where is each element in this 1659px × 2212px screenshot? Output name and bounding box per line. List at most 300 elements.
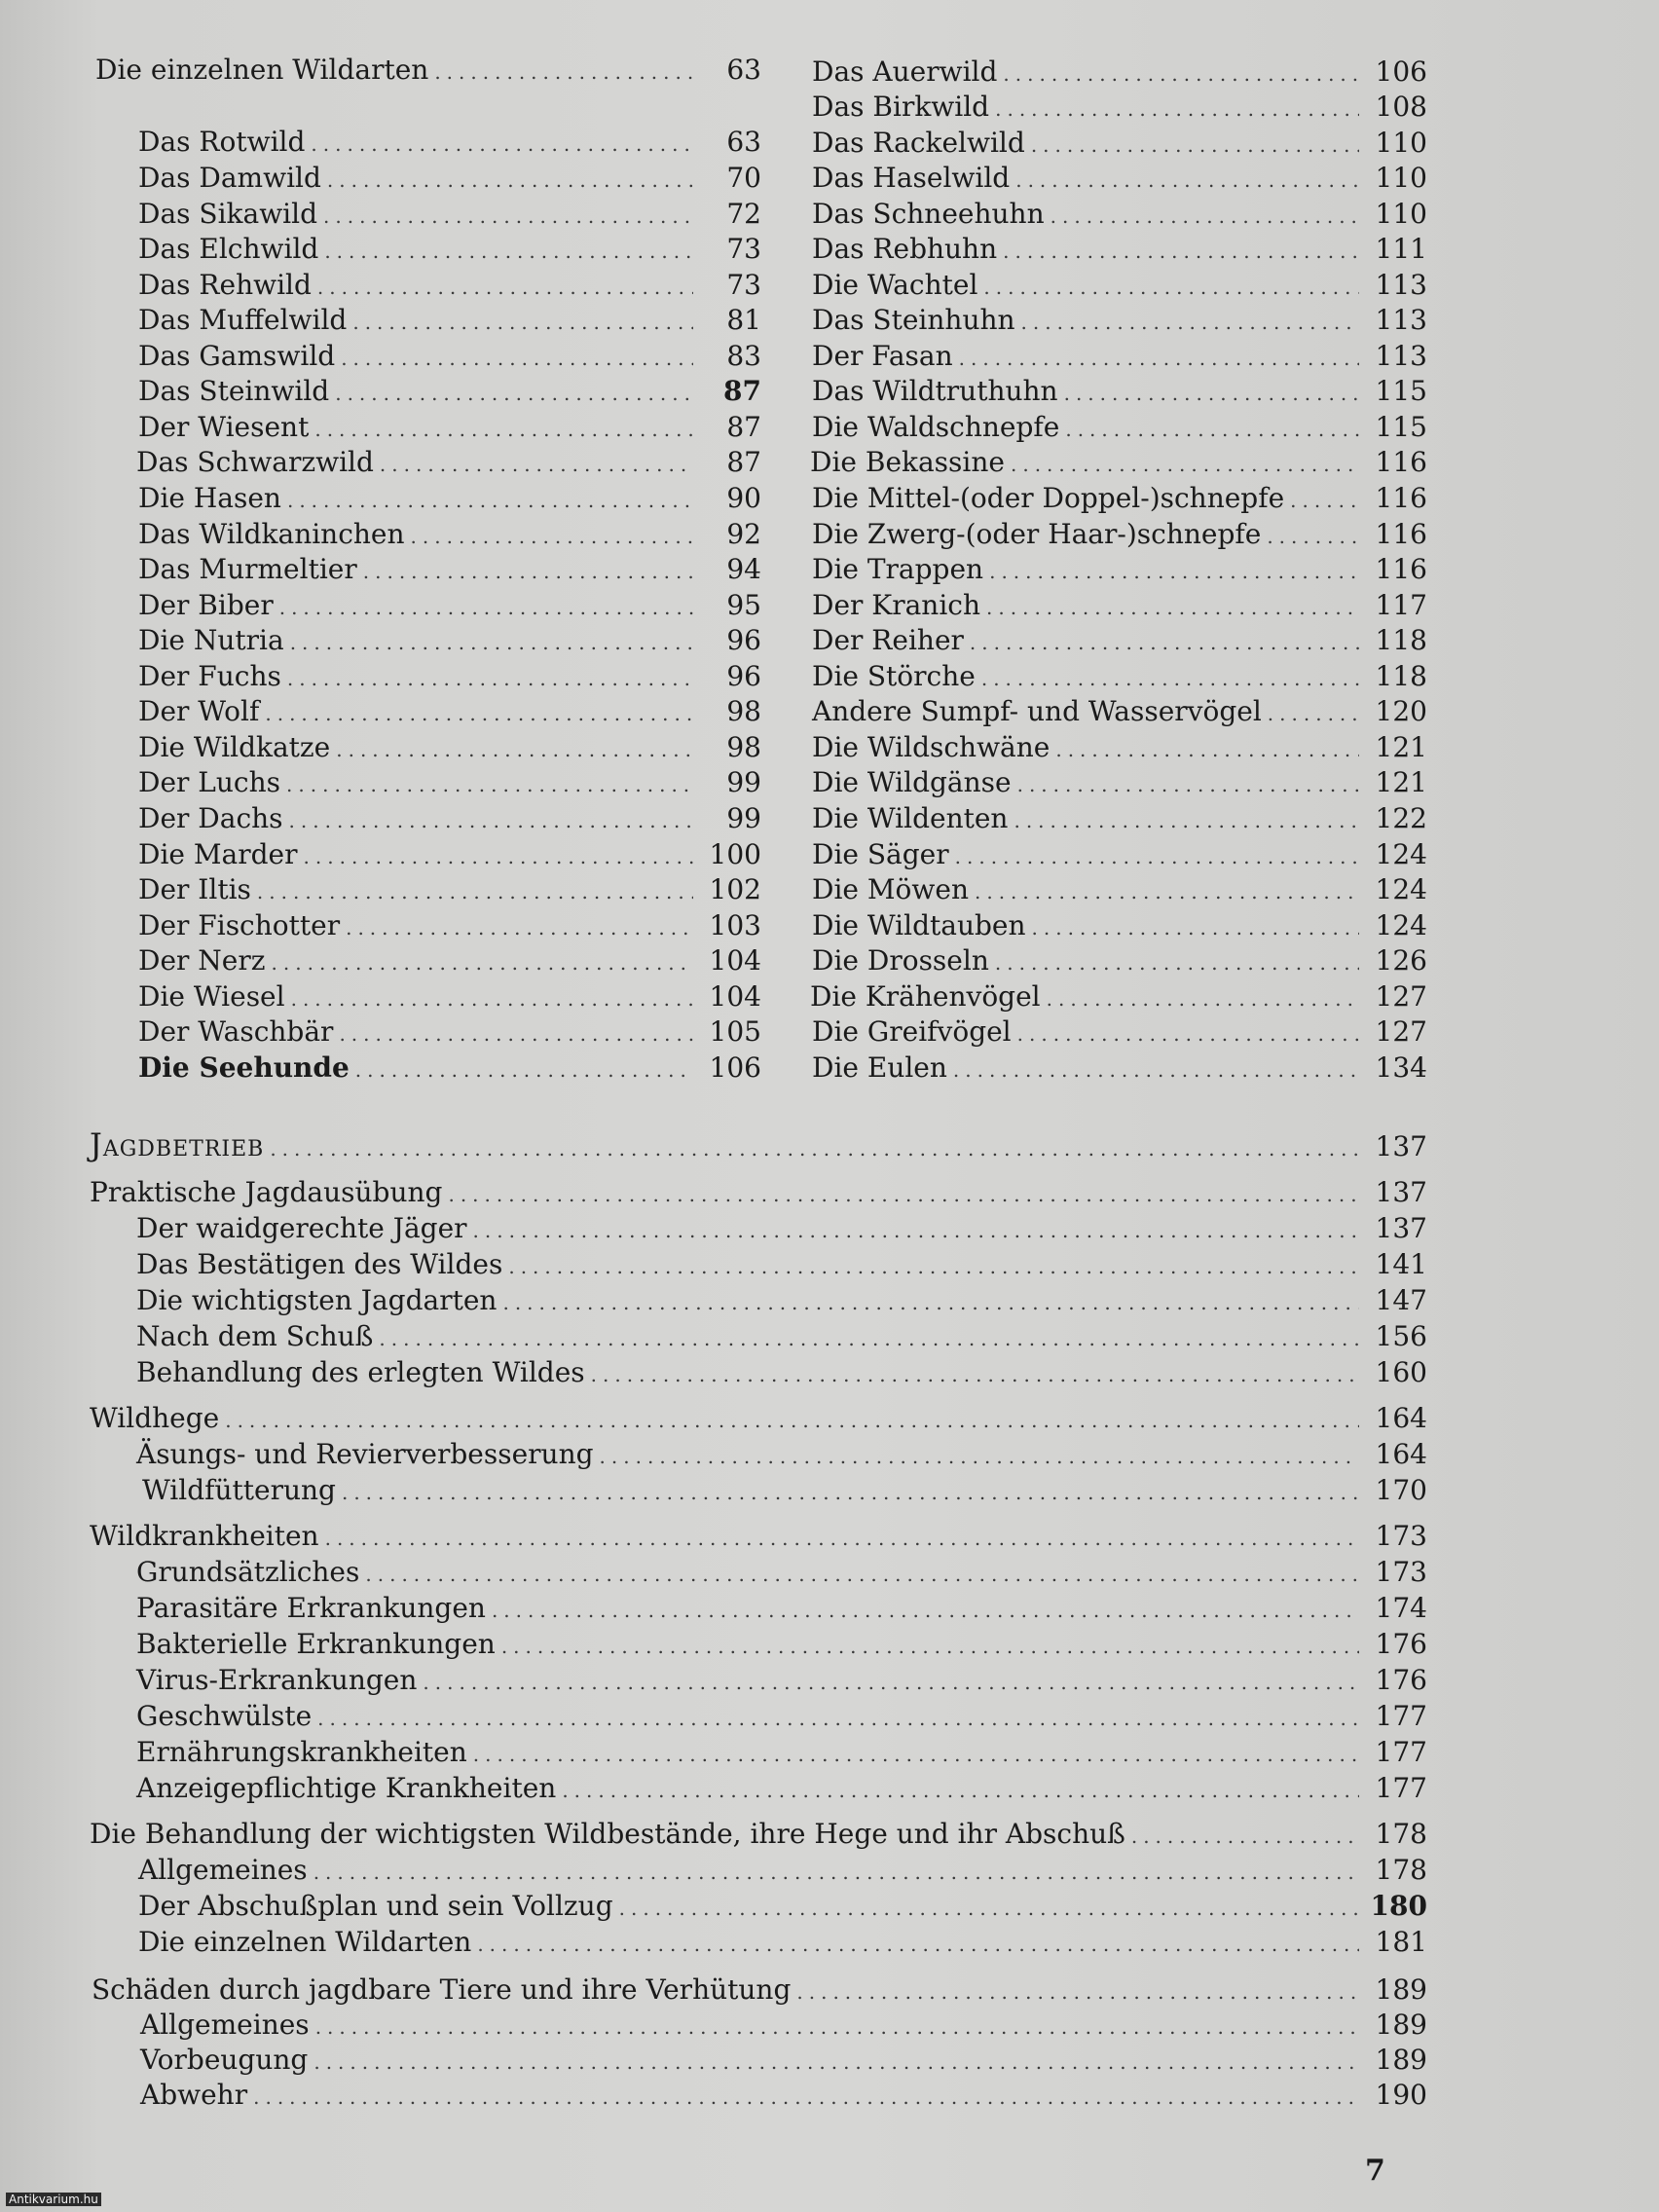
toc-entry (812, 1051, 1427, 1086)
toc-title: Die Seehunde (138, 1051, 350, 1084)
leader-dots (253, 2080, 1359, 2115)
watermark: Antikvarium.hu (6, 2193, 101, 2206)
toc-title: Praktische Jagdausübung (90, 1176, 443, 1208)
toc-entry (140, 2008, 1427, 2043)
toc-title: Der Fischotter (138, 909, 341, 941)
toc-entry (138, 730, 761, 765)
leader-dots (502, 1285, 1359, 1320)
leader-dots (953, 1052, 1359, 1088)
leader-dots (986, 590, 1359, 625)
toc-page: 98 (726, 731, 761, 763)
toc-entry (138, 979, 761, 1014)
toc-page: 111 (1375, 233, 1427, 265)
toc-entry (812, 730, 1427, 765)
toc-page: 174 (1375, 1592, 1427, 1624)
toc-page: 113 (1375, 340, 1427, 372)
leader-dots (959, 341, 1359, 376)
toc-entry (136, 1247, 1427, 1282)
toc-entry (136, 1699, 1427, 1734)
toc-page: 94 (726, 553, 761, 585)
toc-entry (812, 303, 1427, 338)
toc-entry (812, 161, 1427, 196)
toc-entry (810, 979, 1427, 1014)
leader-dots (423, 1665, 1359, 1700)
toc-title: Der Abschußplan und sein Vollzug (138, 1890, 613, 1922)
toc-title: Das Bestätigen des Wildes (136, 1248, 503, 1280)
leader-dots (363, 554, 693, 589)
toc-title: Die Trappen (812, 553, 984, 585)
toc-page: 177 (1375, 1772, 1427, 1804)
toc-title: Schäden durch jagdbare Tiere und ihre Verhütung (92, 1973, 792, 2006)
toc-entry (812, 481, 1427, 516)
leader-dots (342, 1475, 1359, 1510)
leader-dots (1021, 305, 1359, 340)
toc-title: Die Zwerg-(oder Haar-)schnepfe (812, 518, 1262, 550)
leader-dots (477, 1927, 1359, 1962)
toc-page: 102 (709, 873, 761, 905)
leader-dots (1051, 199, 1359, 234)
toc-entry (138, 623, 761, 658)
toc-title: Geschwülste (136, 1700, 313, 1732)
toc-entry (812, 55, 1427, 90)
toc-entry (142, 1473, 1427, 1508)
toc-title: Das Schneehuhn (812, 198, 1045, 230)
toc-page: 81 (726, 304, 761, 336)
toc-title: Die Wildschwäne (812, 731, 1051, 763)
toc-page: 63 (726, 54, 761, 86)
toc-page: 121 (1375, 766, 1427, 798)
leader-dots (1011, 447, 1359, 482)
leader-dots (955, 839, 1359, 874)
toc-page: 176 (1375, 1664, 1427, 1696)
toc-entry (136, 1663, 1427, 1698)
toc-title: Der Kranich (812, 589, 981, 621)
toc-title: Wildhege (90, 1402, 220, 1434)
leader-dots (508, 1249, 1359, 1284)
toc-title: Die Behandlung der wichtigsten Wildbestände, ihre Hege und ihr Abschuß (90, 1818, 1125, 1850)
toc-page: 124 (1375, 873, 1427, 905)
toc-page: 113 (1375, 304, 1427, 336)
toc-title: Die Hasen (138, 482, 281, 514)
toc-entry (812, 268, 1427, 303)
toc-entry (138, 837, 761, 872)
toc-entry (136, 1555, 1427, 1590)
toc-title: Vorbeugung (140, 2044, 309, 2076)
toc-page: 118 (1375, 624, 1427, 656)
leader-dots (365, 1557, 1359, 1592)
toc-entry (812, 90, 1427, 125)
toc-entry (812, 943, 1427, 978)
toc-entry (812, 126, 1427, 161)
toc-entry (138, 374, 761, 409)
leader-dots (225, 1403, 1359, 1438)
toc-group-heading (90, 1175, 1427, 1210)
toc-page: 180 (1370, 1890, 1427, 1922)
toc-entry (138, 801, 761, 836)
toc-page: 87 (726, 446, 761, 478)
toc-title: Die Wildenten (812, 802, 1009, 834)
toc-title: Der Fuchs (138, 660, 281, 692)
toc-entry (95, 53, 761, 88)
toc-page: 73 (726, 269, 761, 301)
toc-entry (812, 374, 1427, 409)
toc-page: 110 (1375, 127, 1427, 159)
toc-page: 124 (1375, 838, 1427, 870)
leader-dots (448, 1177, 1359, 1212)
toc-title: Abwehr (140, 2079, 248, 2111)
leader-dots (313, 2045, 1359, 2080)
leader-dots (1014, 803, 1359, 838)
toc-page: 98 (726, 695, 761, 727)
toc-title: Das Rotwild (138, 126, 306, 158)
toc-title: Die Krähenvögel (810, 980, 1041, 1013)
toc-entry (136, 1735, 1427, 1770)
toc-title: Andere Sumpf- und Wasservögel (812, 695, 1262, 727)
toc-title: Die Störche (812, 660, 976, 692)
toc-entry (812, 837, 1427, 872)
toc-entry (140, 2078, 1427, 2113)
toc-entry (812, 872, 1427, 907)
leader-dots (1055, 732, 1359, 767)
leader-dots (287, 483, 693, 518)
toc-page: 99 (726, 802, 761, 834)
toc-title: Das Sikawild (138, 198, 318, 230)
toc-entry (812, 552, 1427, 587)
toc-title: Der Dachs (138, 802, 283, 834)
leader-dots (473, 1737, 1359, 1772)
toc-page: 189 (1375, 2009, 1427, 2041)
leader-dots (327, 163, 693, 198)
toc-title: Die Wachtel (812, 269, 978, 301)
toc-title: Anzeigepflichtige Krankheiten (136, 1772, 557, 1804)
toc-page: 104 (709, 944, 761, 977)
leader-dots (289, 803, 693, 838)
leader-dots (1003, 234, 1359, 269)
toc-title: Das Birkwild (812, 91, 990, 123)
toc-title: Die Wildtauben (812, 909, 1026, 941)
toc-page: 90 (726, 482, 761, 514)
leader-dots (352, 305, 693, 340)
leader-dots (286, 767, 693, 802)
leader-dots (287, 661, 693, 696)
toc-page: 173 (1375, 1556, 1427, 1588)
toc-entry (138, 410, 761, 445)
toc-page: 108 (1375, 91, 1427, 123)
toc-page: 164 (1375, 1438, 1427, 1470)
toc-title: Das Wildtruthuhn (812, 375, 1058, 407)
toc-title: Das Rehwild (138, 269, 312, 301)
leader-dots (304, 839, 693, 874)
toc-title: Das Damwild (138, 162, 321, 194)
toc-entry (136, 445, 761, 480)
toc-page: 160 (1375, 1356, 1427, 1388)
toc-group-heading (90, 1401, 1427, 1436)
toc-page: 115 (1375, 411, 1427, 443)
toc-entry (138, 517, 761, 552)
leader-dots (380, 447, 693, 482)
toc-group-heading (90, 1519, 1427, 1554)
toc-page: 117 (1375, 589, 1427, 621)
toc-title: Das Elchwild (138, 233, 319, 265)
leader-dots (325, 1521, 1359, 1556)
leader-dots (970, 625, 1359, 660)
leader-dots (995, 92, 1359, 127)
toc-page: 116 (1375, 446, 1427, 478)
leader-dots (796, 1974, 1359, 2009)
toc-title: Die einzelnen Wildarten (95, 54, 429, 86)
leader-dots (591, 1357, 1359, 1392)
leader-dots (379, 1321, 1359, 1356)
leader-dots (1003, 56, 1359, 92)
toc-entry (136, 1771, 1427, 1806)
toc-title: Parasitäre Erkrankungen (136, 1592, 486, 1624)
toc-entry (138, 659, 761, 694)
toc-entry (138, 481, 761, 516)
toc-entry (812, 623, 1427, 658)
leader-dots (323, 199, 693, 234)
toc-page: 126 (1375, 944, 1427, 977)
toc-group-heading (90, 1817, 1427, 1852)
toc-title: Ernährungskrankheiten (136, 1736, 467, 1768)
toc-entry (138, 552, 761, 587)
toc-page: 190 (1375, 2079, 1427, 2111)
toc-title: Die Marder (138, 838, 298, 870)
toc-title: Das Auerwild (812, 55, 998, 88)
toc-entry (812, 517, 1427, 552)
leader-dots (279, 590, 693, 625)
toc-page: 120 (1375, 695, 1427, 727)
toc-entry (138, 339, 761, 374)
toc-title: Das Steinhuhn (812, 304, 1015, 336)
toc-entry (138, 1925, 1427, 1960)
toc-page: 73 (726, 233, 761, 265)
toc-entry (812, 197, 1427, 232)
toc-entry (138, 1853, 1427, 1888)
toc-page: 99 (726, 766, 761, 798)
toc-page: 178 (1375, 1854, 1427, 1886)
toc-page: 92 (726, 518, 761, 550)
toc-page: 105 (709, 1015, 761, 1048)
leader-dots (315, 2009, 1359, 2045)
leader-dots (983, 270, 1359, 305)
leader-dots (1131, 1819, 1359, 1854)
leader-dots (355, 1052, 693, 1088)
toc-page: 116 (1375, 553, 1427, 585)
toc-title: Der Wolf (138, 695, 260, 727)
toc-entry (810, 445, 1427, 480)
leader-dots (492, 1593, 1359, 1628)
toc-entry (136, 1627, 1427, 1662)
leader-dots (1017, 767, 1359, 802)
toc-entry (136, 1591, 1427, 1626)
toc-page: 137 (1375, 1130, 1427, 1162)
leader-dots (290, 625, 693, 660)
toc-entry (812, 1014, 1427, 1050)
toc-entry (136, 1211, 1427, 1246)
toc-title: Das Muffelwild (138, 304, 348, 336)
leader-dots (257, 874, 693, 909)
leader-dots (346, 910, 693, 945)
leader-dots (314, 412, 693, 447)
toc-entry (136, 1355, 1427, 1390)
toc-title: Die Waldschnepfe (812, 411, 1060, 443)
leader-dots (989, 554, 1359, 589)
toc-page: 127 (1375, 1015, 1427, 1048)
leader-dots (473, 1213, 1359, 1248)
toc-title: Der Waschbär (138, 1015, 334, 1048)
leader-dots (335, 376, 693, 411)
leader-dots (272, 945, 693, 980)
toc-page: 178 (1375, 1818, 1427, 1850)
toc-page: 87 (723, 375, 761, 407)
leader-dots (1032, 910, 1359, 945)
toc-page: 122 (1375, 802, 1427, 834)
leader-dots (981, 661, 1359, 696)
toc-entry (138, 1014, 761, 1050)
toc-title: Die Wildkatze (138, 731, 331, 763)
toc-title: Allgemeines (140, 2009, 310, 2041)
toc-title: Der Wiesent (138, 411, 310, 443)
toc-title: Der Nerz (138, 944, 266, 977)
toc-entry (138, 908, 761, 943)
toc-entry (812, 908, 1427, 943)
toc-page: 137 (1375, 1176, 1427, 1208)
leader-dots (1031, 128, 1359, 163)
leader-dots (341, 341, 693, 376)
leader-dots (1065, 412, 1359, 447)
toc-entry (138, 232, 761, 267)
toc-page: 116 (1375, 482, 1427, 514)
toc-title: Die Nutria (138, 624, 284, 656)
toc-page: 95 (726, 589, 761, 621)
toc-page: 100 (709, 838, 761, 870)
toc-entry (138, 943, 761, 978)
toc-page: 118 (1375, 660, 1427, 692)
toc-page: 96 (726, 660, 761, 692)
toc-page: 127 (1375, 980, 1427, 1013)
toc-title: Grundsätzliches (136, 1556, 360, 1588)
toc-page: 70 (726, 162, 761, 194)
leader-dots (324, 234, 693, 269)
toc-entry (140, 2043, 1427, 2078)
toc-title: Die Möwen (812, 873, 969, 905)
toc-title: Das Steinwild (138, 375, 330, 407)
toc-page: 173 (1375, 1520, 1427, 1552)
toc-page: 63 (726, 126, 761, 158)
leader-dots (1017, 1016, 1359, 1051)
leader-dots (1047, 981, 1359, 1016)
toc-entry (812, 588, 1427, 623)
toc-page: 124 (1375, 909, 1427, 941)
toc-title: Die Drosseln (812, 944, 989, 977)
leader-dots (313, 1855, 1359, 1890)
toc-title: Das Schwarzwild (136, 446, 374, 478)
toc-title: Das Haselwild (812, 162, 1011, 194)
leader-dots (311, 127, 693, 162)
toc-entry (812, 659, 1427, 694)
toc-title: Die Säger (812, 838, 949, 870)
leader-dots (1268, 696, 1359, 731)
toc-title: Der waidgerechte Jäger (136, 1212, 467, 1244)
toc-title: Nach dem Schuß (136, 1320, 374, 1352)
toc-title: Wildkrankheiten (90, 1520, 319, 1552)
toc-title: Das Wildkaninchen (138, 518, 405, 550)
toc-page: 189 (1375, 2044, 1427, 2076)
toc-entry (138, 303, 761, 338)
leader-dots (434, 55, 693, 90)
toc-entry (812, 232, 1427, 267)
leader-dots (975, 874, 1359, 909)
toc-title: Allgemeines (138, 1854, 308, 1886)
toc-page: 156 (1375, 1320, 1427, 1352)
leader-dots (270, 1131, 1359, 1166)
toc-entry (812, 694, 1427, 729)
toc-page: 177 (1375, 1700, 1427, 1732)
toc-page: 110 (1375, 198, 1427, 230)
toc-page: 134 (1375, 1051, 1427, 1084)
toc-page: 176 (1375, 1628, 1427, 1660)
leader-dots (562, 1773, 1359, 1808)
toc-page: 87 (726, 411, 761, 443)
toc-page: 72 (726, 198, 761, 230)
toc-entry (812, 410, 1427, 445)
toc-title: Bakterielle Erkrankungen (136, 1628, 496, 1660)
leader-dots (336, 732, 693, 767)
section-heading (90, 1127, 1427, 1162)
toc-title: Der Luchs (138, 766, 281, 798)
leader-dots (291, 981, 693, 1016)
toc-entry (136, 1319, 1427, 1354)
toc-entry (138, 1051, 761, 1086)
toc-title: Die wichtigsten Jagdarten (136, 1284, 498, 1316)
toc-page: 83 (726, 340, 761, 372)
toc-title: Der Reiher (812, 624, 964, 656)
toc-entry (138, 125, 761, 160)
toc-title: Das Rackelwild (812, 127, 1025, 159)
toc-entry (138, 1889, 1427, 1924)
toc-page: 147 (1375, 1284, 1427, 1316)
toc-entry (138, 161, 761, 196)
toc-page: 177 (1375, 1736, 1427, 1768)
toc-title: Die Greifvögel (812, 1015, 1012, 1048)
toc-title: Die Wiesel (138, 980, 285, 1013)
toc-entry (136, 1283, 1427, 1318)
toc-group-heading (92, 1972, 1427, 2008)
toc-title: Der Fasan (812, 340, 953, 372)
toc-page: 110 (1375, 162, 1427, 194)
toc-page: 106 (1375, 55, 1427, 88)
section-title: Jagdbetrieb (90, 1126, 265, 1163)
toc-page: 106 (709, 1051, 761, 1084)
toc-title: Der Biber (138, 589, 274, 621)
toc-page: 113 (1375, 269, 1427, 301)
toc-entry (136, 1437, 1427, 1472)
toc-title: Virus-Erkrankungen (136, 1664, 418, 1696)
toc-entry (138, 765, 761, 800)
toc-entry (138, 694, 761, 729)
toc-title: Das Rebhuhn (812, 233, 998, 265)
toc-entry (138, 588, 761, 623)
toc-title: Äsungs- und Revierverbesserung (136, 1438, 594, 1470)
leader-dots (411, 519, 693, 554)
page-number: 7 (1365, 2154, 1385, 2188)
toc-entry (812, 801, 1427, 836)
toc-page: 141 (1375, 1248, 1427, 1280)
leader-dots (265, 696, 693, 731)
toc-page: 170 (1375, 1474, 1427, 1506)
leader-dots (619, 1891, 1359, 1926)
toc-title: Die Bekassine (810, 446, 1005, 478)
